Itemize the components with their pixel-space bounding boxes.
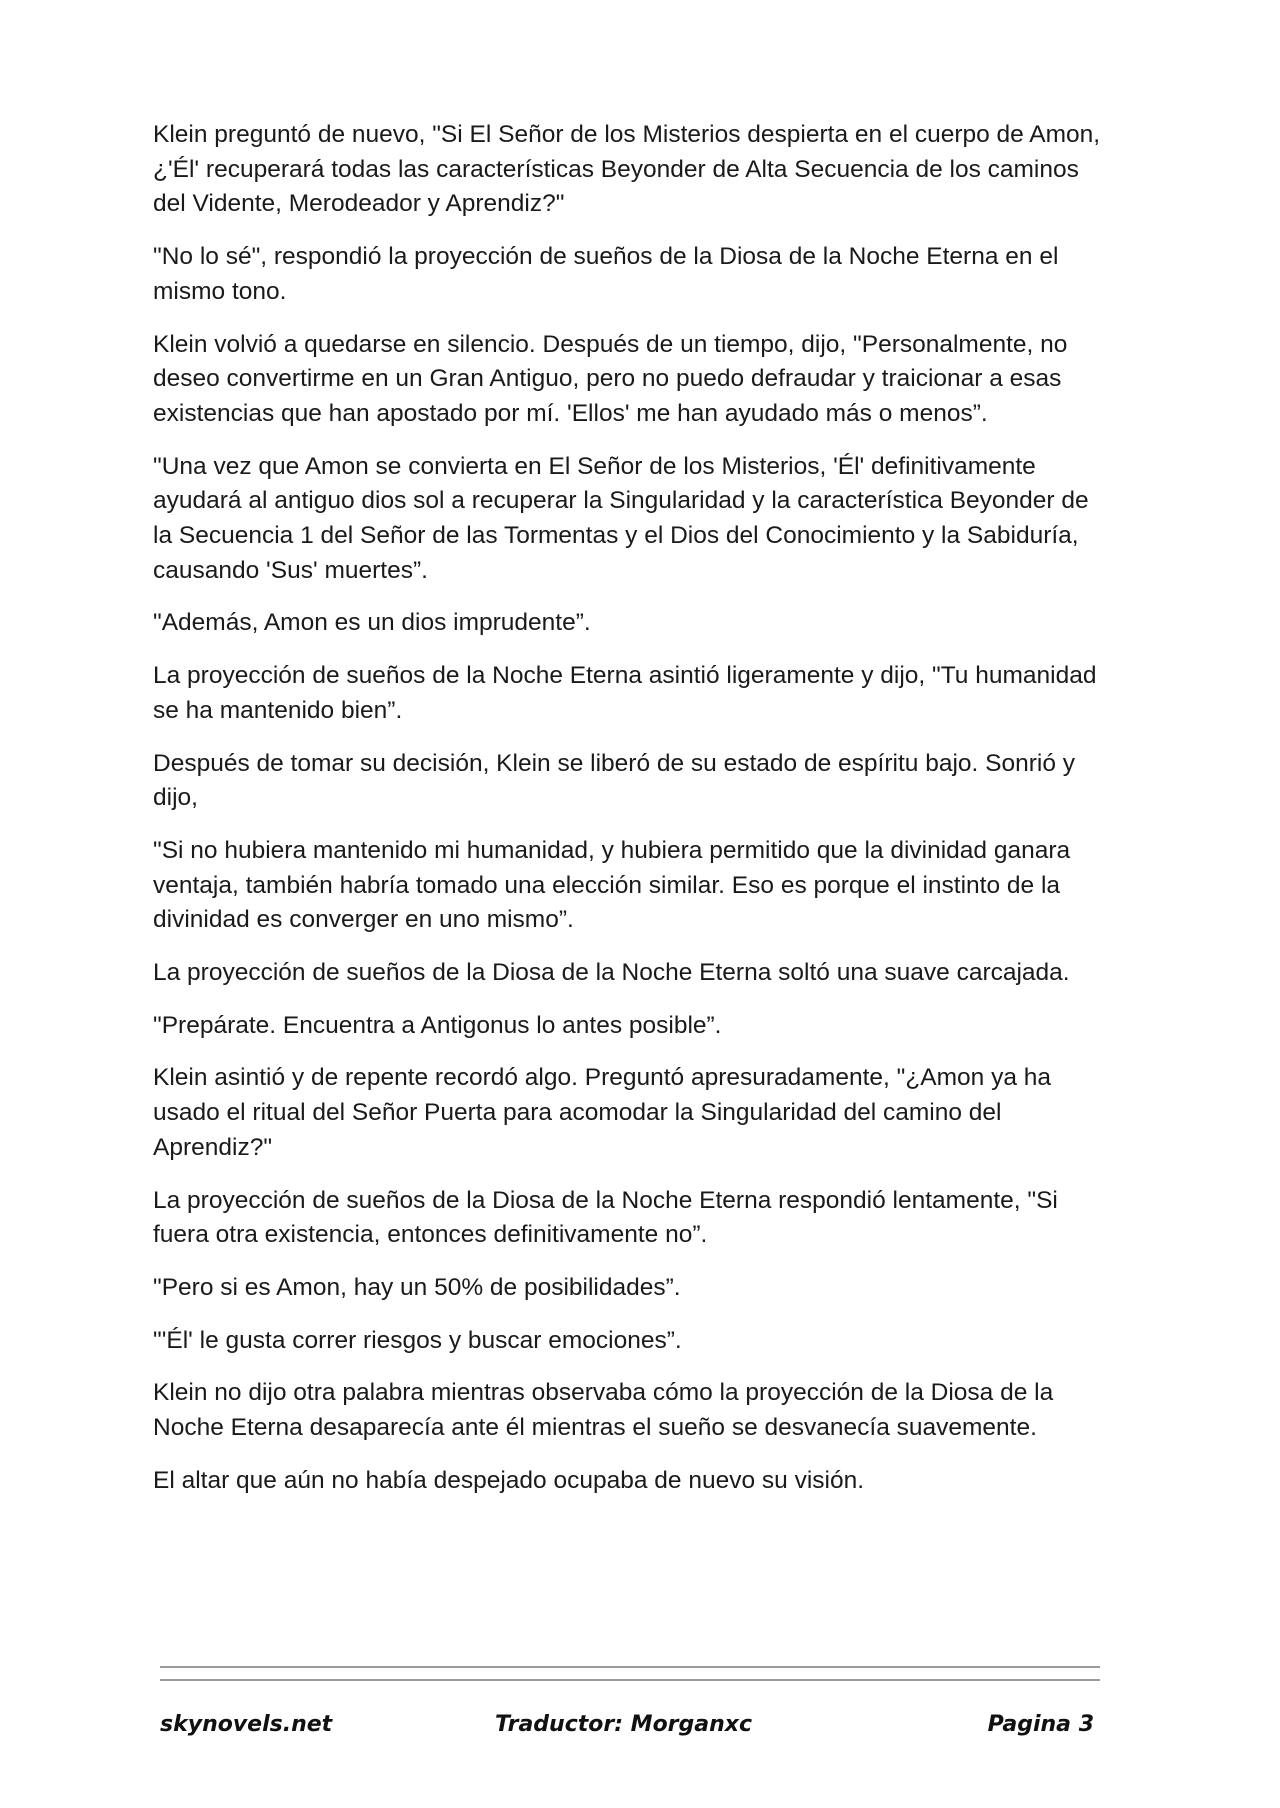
page-footer xyxy=(160,1712,1100,1744)
paragraph: Klein no dijo otra palabra mientras observaba cómo la proyección de la Diosa de la Noche Eterna desaparecía ante él mientras el sueño se desvanecía suavemente. xyxy=(153,1379,1054,1442)
paragraph: "Prepárate. Encuentra a Antigonus lo antes posible”. xyxy=(153,1011,722,1039)
paragraph: "'Él' le gusta correr riesgos y buscar emociones”. xyxy=(153,1326,682,1354)
paragraph: La proyección de sueños de la Noche Eterna asintió ligeramente y dijo, "Tu humanidad se ha mantenido bien”. xyxy=(153,662,1097,724)
paragraph: La proyección de sueños de la Diosa de la Noche Eterna respondió lentamente, "Si fuera otra existencia, entonces definitivamente no”. xyxy=(153,1186,1058,1249)
paragraph: "Además, Amon es un dios imprudente”. xyxy=(153,609,591,637)
paragraph: La proyección de sueños de la Diosa de la Noche Eterna soltó una suave carcajada. xyxy=(153,959,1070,987)
footer-divider-bottom xyxy=(160,1679,1100,1681)
footer-page-number: Pagina 3 xyxy=(987,1712,1094,1737)
paragraph: El altar que aún no había despejado ocupaba de nuevo su visión. xyxy=(153,1466,865,1494)
paragraph: "Si no hubiera mantenido mi humanidad, y hubiera permitido que la divinidad ganara ventaja, también habría tomado una elección similar. Eso es porque el instinto de la divinidad es converger en uno mismo”. xyxy=(153,836,1071,934)
footer-site: skynovels.net xyxy=(160,1712,333,1737)
footer-translator: Traductor: Morganxc xyxy=(495,1712,753,1737)
paragraph: Klein volvió a quedarse en silencio. Después de un tiempo, dijo, "Personalmente, no deseo convertirme en un Gran Antiguo, pero no puedo defraudar y traicionar a esas existencias que han apostado por mí. 'Ellos' me han ayudado más o menos”. xyxy=(153,330,1068,427)
paragraph: Klein preguntó de nuevo, "Si El Señor de los Misterios despierta en el cuerpo de Amon, ¿'Él' recuperará todas las características Beyonder de Alta Secuencia de los caminos del Vidente, Merodeador y Aprendiz?" xyxy=(153,121,1101,218)
paragraph: Klein asintió y de repente recordó algo. Preguntó apresuradamente, "¿Amon ya ha usado el ritual del Señor Puerta para acomodar la Singularidad del camino del Aprendiz?" xyxy=(153,1064,1052,1161)
paragraph: Después de tomar su decisión, Klein se liberó de su estado de espíritu bajo. Sonrió y dijo, xyxy=(153,749,1076,812)
chapter-text xyxy=(153,118,1113,1517)
footer-divider-top xyxy=(160,1666,1100,1668)
paragraph: "No lo sé", respondió la proyección de sueños de la Diosa de la Noche Eterna en el mismo tono. xyxy=(153,243,1059,305)
paragraph: "Una vez que Amon se convierta en El Señor de los Misterios, 'Él' definitivamente ayudará al antiguo dios sol a recuperar la Singularidad y la característica Beyonder de la Secuencia 1 del Señor de las Tormentas y el Dios del Conocimiento y la Sabiduría, causando 'Sus' muertes”. xyxy=(153,452,1089,584)
paragraph: "Pero si es Amon, hay un 50% de posibilidades”. xyxy=(153,1273,681,1301)
